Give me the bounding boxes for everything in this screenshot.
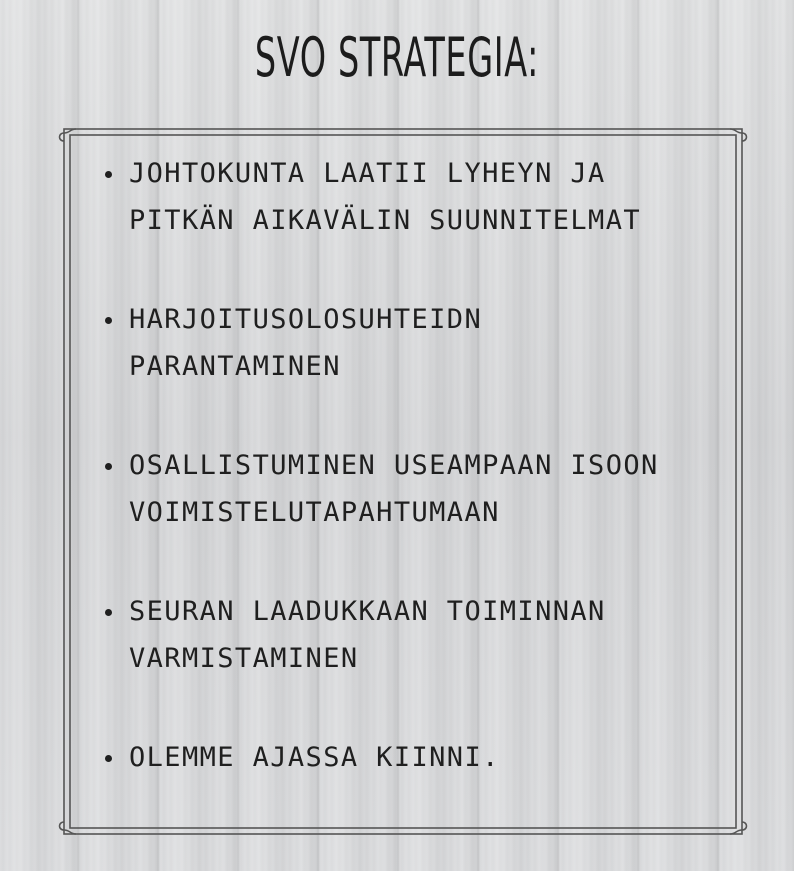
list-item: [105, 734, 725, 781]
strategy-list: [105, 150, 725, 781]
list-item: [105, 442, 725, 536]
list-item-line: OSALLISTUMINEN USEAMPAAN ISOON: [129, 450, 659, 481]
list-item-line: VARMISTAMINEN: [129, 643, 359, 674]
list-item-line: VOIMISTELUTAPAHTUMAAN: [129, 497, 500, 528]
list-item-line: PITKÄN AIKAVÄLIN SUUNNITELMAT: [129, 205, 642, 236]
list-item: [105, 296, 725, 390]
list-item-line: JOHTOKUNTA LAATII LYHEYN JA: [129, 158, 606, 189]
list-item: [105, 588, 725, 682]
list-item-line: HARJOITUSOLOSUHTEIDN: [129, 304, 483, 335]
list-item-line: PARANTAMINEN: [129, 351, 341, 382]
list-item: [105, 150, 725, 244]
page-title: SVO STRATEGIA:: [254, 26, 540, 89]
list-item-line: SEURAN LAADUKKAAN TOIMINNAN: [129, 596, 606, 627]
list-item-line: OLEMME AJASSA KIINNI.: [129, 742, 500, 773]
